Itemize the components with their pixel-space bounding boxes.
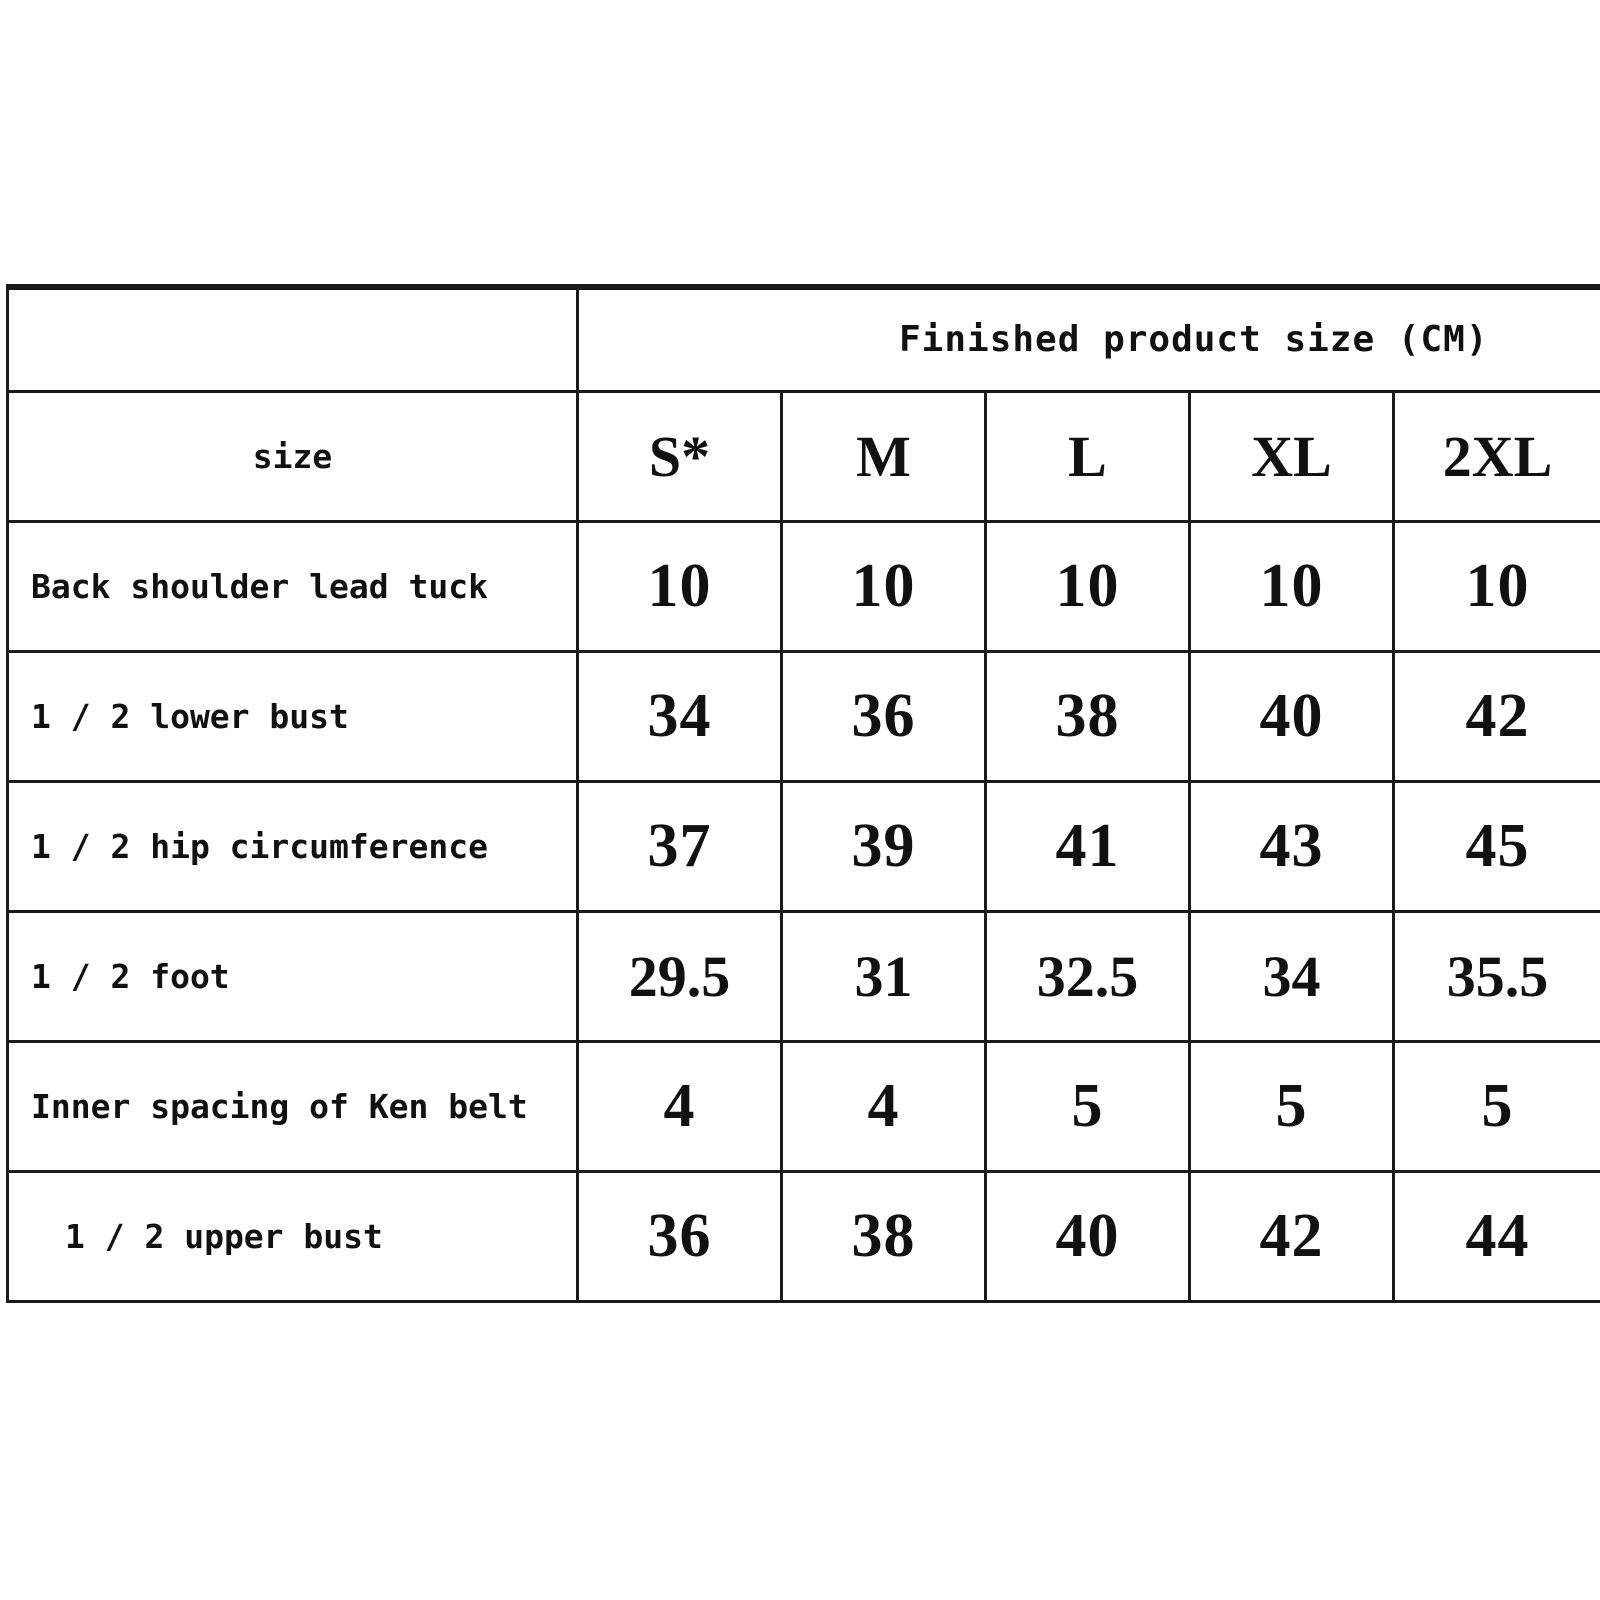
table-row (8, 781, 1600, 911)
table-row (8, 651, 1600, 781)
table-cell: 10 (578, 521, 782, 651)
table-cell: 10 (986, 521, 1190, 651)
size-row (8, 391, 1600, 521)
table-cell: 10 (782, 521, 986, 651)
row-label: 1 / 2 upper bust (8, 1171, 578, 1301)
table-title: Finished product size (CM) (578, 287, 1600, 391)
row-label: 1 / 2 hip circumference (8, 781, 578, 911)
size-table (6, 284, 1600, 1303)
table-cell: 36 (578, 1171, 782, 1301)
table-cell: 34 (578, 651, 782, 781)
table-cell: 42 (1394, 651, 1600, 781)
table-cell: 38 (986, 651, 1190, 781)
row-label: Inner spacing of Ken belt (8, 1041, 578, 1171)
size-column-header: 2XL (1394, 391, 1600, 521)
table-cell: 42 (1190, 1171, 1394, 1301)
table-cell: 37 (578, 781, 782, 911)
size-column-header: XL (1190, 391, 1394, 521)
table-cell: 5 (986, 1041, 1190, 1171)
row-label: Back shoulder lead tuck (8, 521, 578, 651)
table-row (8, 1041, 1600, 1171)
table-row (8, 1171, 1600, 1301)
table-header-row (8, 287, 1600, 391)
table-cell: 5 (1190, 1041, 1394, 1171)
table-cell: 34 (1190, 911, 1394, 1041)
table-cell: 4 (782, 1041, 986, 1171)
table-cell: 4 (578, 1041, 782, 1171)
table-row (8, 911, 1600, 1041)
table-cell: 29.5 (578, 911, 782, 1041)
table-cell: 35.5 (1394, 911, 1600, 1041)
table-cell: 32.5 (986, 911, 1190, 1041)
table-cell: 44 (1394, 1171, 1600, 1301)
row-label: 1 / 2 foot (8, 911, 578, 1041)
table-cell: 43 (1190, 781, 1394, 911)
size-column-header: L (986, 391, 1190, 521)
table-row (8, 521, 1600, 651)
table-cell: 10 (1394, 521, 1600, 651)
row-label: 1 / 2 lower bust (8, 651, 578, 781)
table-cell: 36 (782, 651, 986, 781)
size-column-header: S* (578, 391, 782, 521)
table-cell: 10 (1190, 521, 1394, 651)
table-cell: 40 (986, 1171, 1190, 1301)
table-cell: 40 (1190, 651, 1394, 781)
table-cell: 45 (1394, 781, 1600, 911)
table-cell: 31 (782, 911, 986, 1041)
table-cell: 38 (782, 1171, 986, 1301)
table-cell: 39 (782, 781, 986, 911)
table-cell: 41 (986, 781, 1190, 911)
table-cell: 5 (1394, 1041, 1600, 1171)
corner-cell (8, 287, 578, 391)
size-column-header: M (782, 391, 986, 521)
size-chart (6, 284, 1600, 1303)
size-label: size (8, 391, 578, 521)
